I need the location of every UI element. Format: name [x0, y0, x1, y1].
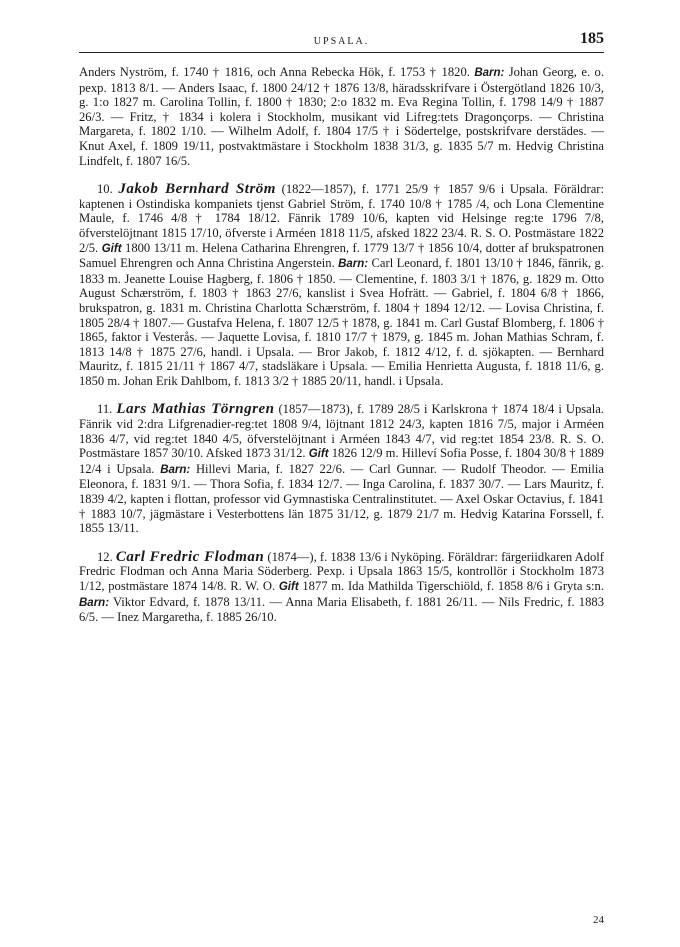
married-label: Gift: [278, 581, 299, 593]
children-label: Barn:: [338, 258, 369, 271]
entry-number: 11.: [97, 402, 113, 417]
children-label: Barn:: [79, 596, 110, 609]
person-name: Jakob Bernhard Ström: [118, 181, 276, 198]
married-text: 1800 13/11 m. Helena Catharina Ehrengren, f. 1779 13/7 † 1856 10/4, dotter af brukspatronen Samuel Ehrengren och Anna Christina Angerstein.: [79, 240, 604, 271]
page-number: 185: [580, 30, 604, 47]
entry-10: [79, 182, 604, 388]
entry-12: [79, 550, 604, 625]
person-name: Lars Mathias Törngren: [116, 401, 275, 418]
married-label: Gift: [101, 242, 122, 255]
body-text: [79, 65, 604, 625]
entry-text: (1822—1857), f. 1771 25/9 † 1857 9/6 i Upsala. Föräldrar: kaptenen i Ostindiska kompaniets tjenst Gabriel Ström, f. 1740 10/8 † 1785 /4, och Lona Clementine Maule, f. 1746 4/8 † 1784 18/12. Fänrik 1789 10/6, kapten vid Helsinge reg:te 1796 7/8, öfverstelöjtnant 1815 17/10, öfverste i Arméen 1818 11/5, afsked 1822 23/4. R. S. O. Postmästare 1822 2/5.: [79, 182, 604, 255]
entry-number: 10.: [97, 182, 113, 197]
running-header: [79, 30, 604, 53]
entry-text: (1857—1873), f. 1789 28/5 i Karlskrona † 1874 18/4 i Upsala. Fänrik vid 2:dra Lifgrenadier-reg:tet 1808 9/4, löjtnant 1812 24/3, kapten 1816 7/5, major i Arméen 1836 4/7, vid reg:tet 1840 4/5, öfverstelöjtnant i Arméen 1843 4/7, vid reg:tet 1854 23/8. R. S. O. Postmästare 1857 30/10. Afsked 1873 31/12.: [79, 402, 604, 461]
entry-number: 12.: [97, 549, 113, 564]
children-text: Johan Georg, e. o. pexp. 1813 8/1. — Anders Isaac, f. 1800 24/12 † 1876 13/8, häradsskrifvare i Östergötland 1826 10/3, g. 1:o 1827 m. Carolina Tollin, f. 1800 † 1830; 2:o 1832 m. Eva Regina Tollin, f. 1798 14/9 † 1887 26/3. — Fritz, † 1834 i kolera i Stockholm, musikant vid Lifreg:tets Dragonçorps. — Christina Margareta, f. 1802 1/10. — Wilhelm Adolf, f. 1804 17/5 † i Södertelge, postskrifvare derstädes. — Knut Axel, f. 1809 19/11, postvaktmästare i Stockholm 1838 31/3, g. 1835 5/7 m. Hedvig Christina Lindfelt, f. 1807 16/5.: [79, 65, 604, 168]
married-text: 1826 12/9 m. Hilleví Sofia Posse, f. 1804 30/8 † 1889 12/4 i Upsala.: [79, 446, 604, 476]
children-text: Hillevi Maria, f. 1827 22/6. — Carl Gunnar. — Rudolf Theodor. — Emilia Eleonora, f. 1831 9/1. — Thora Sofia, f. 1834 12/7. — Inga Carolina, f. 1837 30/7. — Lars Mauritz, f. 1839 4/2, kapten i flottan, professor vid Gymnastiska Centralinstitutet. — Axel Oskar Octavius, f. 1841 † 1883 10/7, jägmästare i Vesterbottens län 1875 31/12, g. 1879 21/7 m. Hedvig Katarina Forssell, f. 1855 13/11.: [79, 461, 604, 536]
entry-text: (1874—), f. 1838 13/6 i Nyköping. Föräldrar: färgeriidkaren Adolf Fredric Flodman och Anna Maria Söderberg. Pexp. i Upsala 1863 15/5, kontrollör i Stockholm 1873 1/12, postmästare 1874 14/8. R. W. O.: [79, 549, 604, 593]
married-text: 1877 m. Ida Mathilda Tigerschiöld, f. 1858 8/6 i Gryta s:n.: [298, 579, 604, 593]
children-text: Carl Leonard, f. 1801 13/10 † 1846, fänrik, g. 1833 m. Jeanette Louise Hagberg, f. 1806 † 1850. — Clementine, f. 1803 3/1 † 1876, g. 1829 m. Otto August Schærström, f. 1803 † 1863 27/6, kanslist i Svea Hofrätt. — Gabriel, f. 1804 6/8 † 1866, brukspatron, g. 1831 m. Christina Charlotta Schærström, f. 1804 † 1894 12/12. — Lovisa Christina, f. 1805 28/4 † 1807.— Gustafva Helena, f. 1807 12/5 † 1878, g. 1841 m. Carl Gustaf Blomberg, f. 1806 † 1865, faktor i Vesterås. — Jaquette Lovisa, f. 1810 17/7 † 1879, g. 1845 m. Johan Mathias Schram, f. 1813 14/8 † 1875 27/6, handl. i Upsala. — Bror Jakob, f. 1812 4/12, f. d. sjökapten. — Bernhard Mauritz, f. 1815 21/11 † 1867 4/7, stadsläkare i Upsala. — Emilia Henrietta Augusta, f. 1818 11/6, g. 1850 m. Johan Erik Dahlbom, f. 1813 3/2 † 1885 20/11, handl. i Upsala.: [79, 256, 605, 388]
married-label: Gift: [308, 448, 329, 461]
children-label: Barn:: [474, 67, 505, 79]
page: [79, 30, 605, 926]
children-text: Viktor Edvard, f. 1878 13/11. — Anna Maria Elisabeth, f. 1881 26/11. — Nils Fredric, f. 1883 6/5. — Inez Margaretha, f. 1885 26/10.: [79, 594, 604, 625]
entry-11: [79, 402, 604, 535]
children-label: Barn:: [160, 463, 191, 476]
signature-mark: 24: [593, 914, 604, 926]
entry-intro-text: Anders Nyström, f. 1740 † 1816, och Anna Rebecka Hök, f. 1753 † 1820.: [79, 65, 475, 79]
person-name: Carl Fredric Flodman: [115, 548, 265, 565]
running-title: UPSALA.: [313, 36, 370, 47]
entry-intro: [79, 65, 604, 168]
